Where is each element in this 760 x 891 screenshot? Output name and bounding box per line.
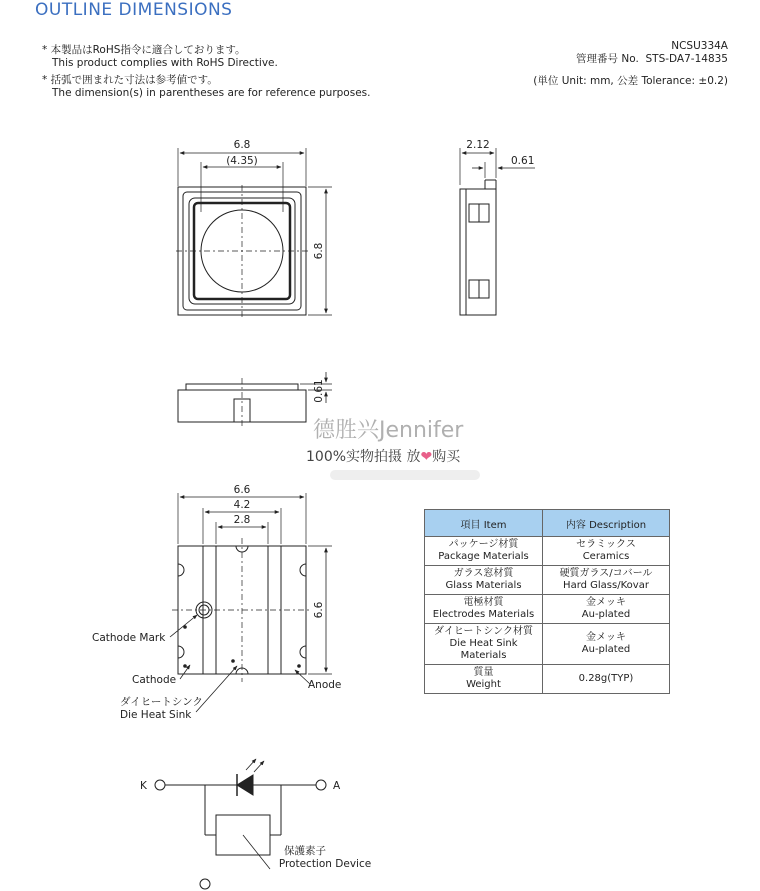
dim-side-width: 2.12: [466, 139, 490, 151]
rohs-note-jp: * 本製品はRoHS指令に適合しております。: [42, 44, 246, 56]
heat-sink-label-en: Die Heat Sink: [120, 709, 192, 721]
header-description: 内容 Description: [543, 510, 670, 537]
item-cell: [425, 665, 543, 694]
dim-bottom-w2: 4.2: [233, 499, 251, 511]
desc-cell: [543, 537, 670, 566]
spec-table-header: [425, 510, 670, 537]
item-line: Electrodes Materials: [432, 609, 535, 620]
desc-line: セラミックス: [576, 539, 636, 550]
terminal-a-label: A: [333, 780, 341, 792]
desc-line: 0.28g(TYP): [578, 673, 634, 684]
item-line: 電極材質: [463, 597, 504, 608]
desc-cell: [543, 624, 670, 665]
item-line: 質量: [473, 667, 494, 678]
rohs-note-en: This product complies with RoHS Directive.: [52, 57, 278, 69]
desc-line: Hard Glass/Kovar: [563, 580, 649, 591]
management-label: 管理番号 No.: [576, 53, 639, 65]
desc-line: Au-plated: [581, 644, 631, 655]
anode-label: Anode: [308, 679, 342, 691]
item-line: Glass Materials: [445, 580, 522, 591]
watermark-blur: [330, 470, 480, 480]
side-view: [460, 148, 535, 315]
page-title: OUTLINE DIMENSIONS: [35, 0, 233, 20]
dim-bottom-w3: 2.8: [233, 514, 251, 526]
item-line: ダイヒートシンク材質: [434, 626, 533, 637]
watermark-brand: 德胜兴Jennifer: [313, 418, 464, 443]
item-cell: [425, 566, 543, 595]
item-line: ガラス窓材質: [453, 568, 514, 579]
desc-cell: [543, 566, 670, 595]
protection-label-jp: 保護素子: [284, 845, 326, 857]
table-row: [425, 595, 670, 624]
dim-side-step: 0.61: [511, 155, 535, 167]
dim-front-height: 0.61: [313, 379, 325, 403]
item-cell: [425, 537, 543, 566]
header-item: 項目 Item: [425, 510, 543, 537]
unit-tolerance: (単位 Unit: mm, 公差 Tolerance: ±0.2): [533, 75, 728, 87]
watermark-slogan-post: 购买: [432, 449, 461, 465]
watermark-slogan-pre: 100%实物拍摄 放: [306, 449, 421, 465]
terminal-k-label: K: [140, 780, 147, 792]
table-row: [425, 624, 670, 665]
desc-cell: [543, 595, 670, 624]
protection-label-en: Protection Device: [278, 858, 372, 870]
dim-top-inner: (4.35): [226, 155, 258, 167]
heart-icon: ❤: [420, 449, 433, 465]
heat-sink-label-jp: ダイヒートシンク: [120, 696, 203, 708]
item-line: Die Heat Sink: [449, 638, 518, 649]
table-row: [425, 665, 670, 694]
dim-bottom-height: 6.6: [313, 601, 325, 619]
desc-line: 金メッキ: [586, 632, 626, 643]
desc-line: 金メッキ: [586, 597, 626, 608]
dim-bottom-w1: 6.6: [233, 484, 251, 496]
spec-table: [424, 509, 670, 694]
dim-top-height: 6.8: [313, 242, 325, 260]
table-row: [425, 537, 670, 566]
item-cell: [425, 595, 543, 624]
item-line: Materials: [460, 650, 507, 661]
cathode-mark-label: Cathode Mark: [92, 632, 166, 644]
desc-line: Ceramics: [582, 551, 630, 562]
reference-note-jp: * 括弧で囲まれた寸法は参考値です。: [42, 74, 218, 86]
item-line: パッケージ材質: [448, 539, 519, 550]
dim-top-width: 6.8: [233, 139, 251, 151]
watermark-slogan: [306, 446, 460, 466]
management-value: STS-DA7-14835: [645, 53, 728, 65]
front-view: [178, 372, 332, 428]
desc-line: 硬質ガラス/コバール: [559, 568, 653, 579]
table-row: [425, 566, 670, 595]
part-number: NCSU334A: [671, 40, 728, 52]
desc-cell: [543, 665, 670, 694]
reference-note-en: The dimension(s) in parentheses are for reference purposes.: [52, 87, 371, 99]
top-view: [176, 148, 332, 318]
item-line: Weight: [466, 679, 501, 690]
item-line: Package Materials: [438, 551, 529, 562]
desc-line: Au-plated: [581, 609, 631, 620]
item-cell: [425, 624, 543, 665]
cathode-label: Cathode: [132, 674, 177, 686]
